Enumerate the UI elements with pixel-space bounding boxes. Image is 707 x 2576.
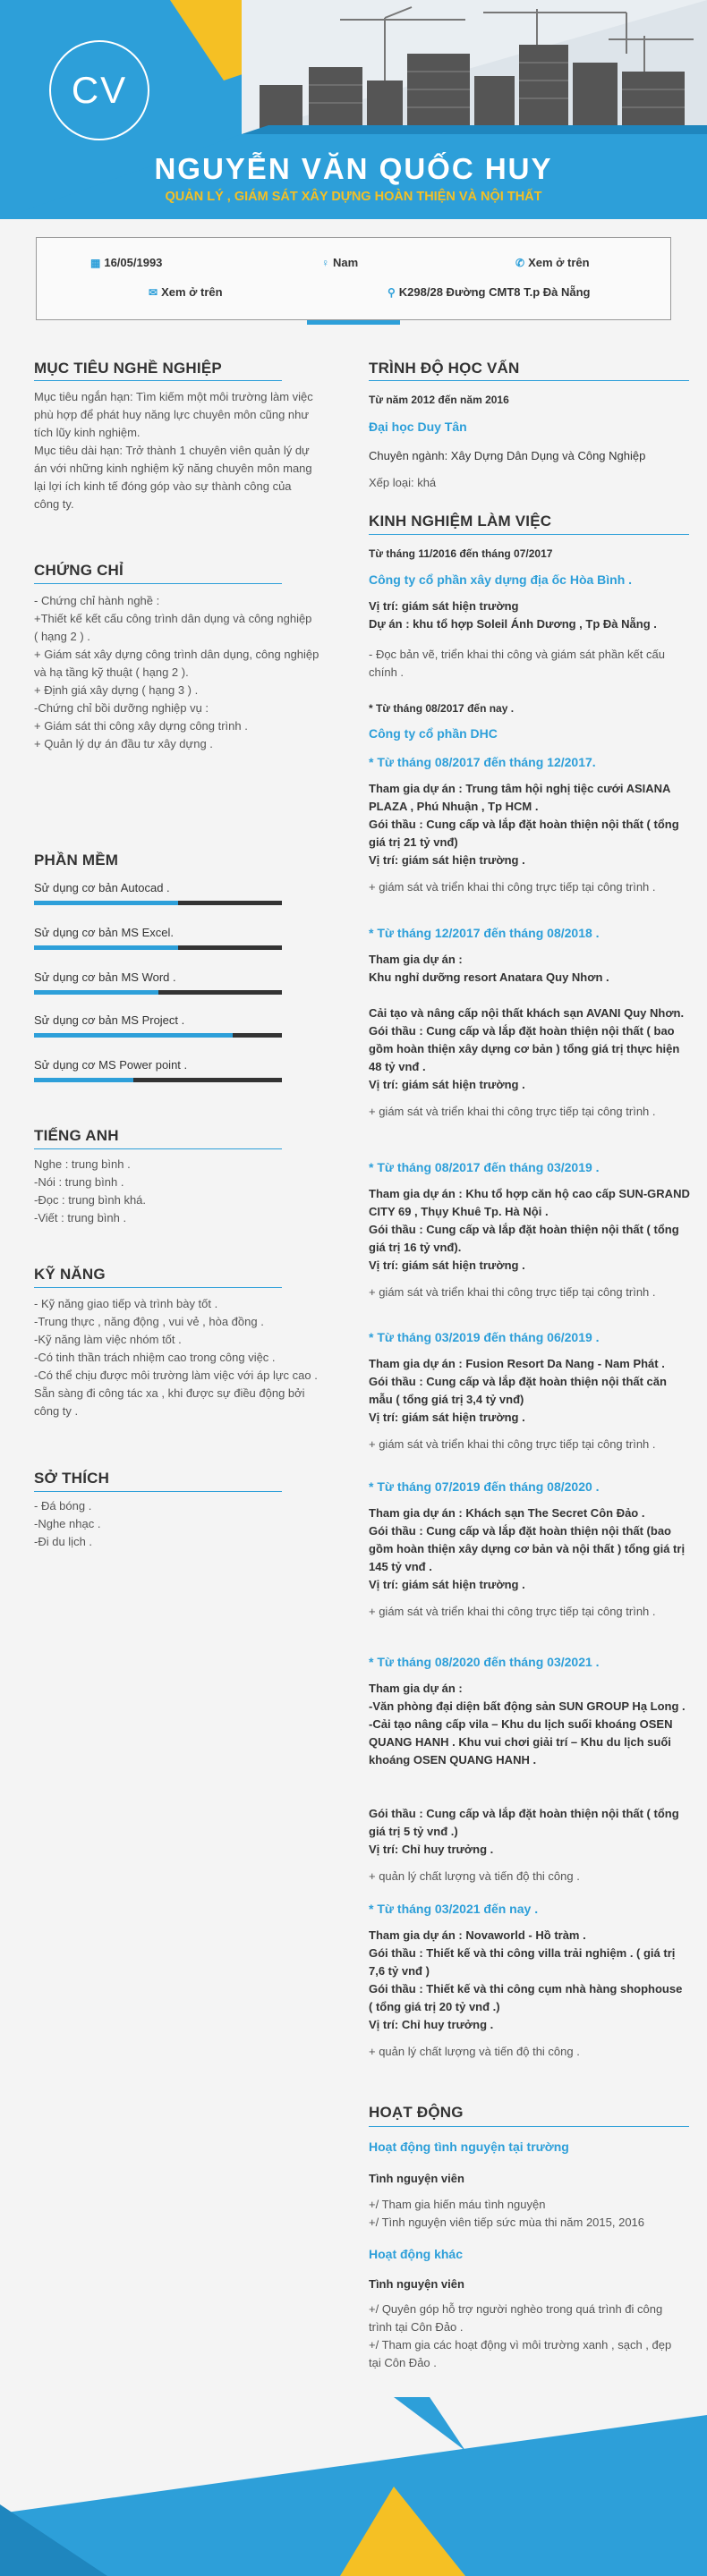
text-line: ( tổng giá trị 20 tỷ vnđ .) bbox=[369, 2000, 500, 2013]
skill-level-fill bbox=[34, 945, 178, 950]
text-line: Vị trí: giám sát hiện trường . bbox=[369, 1578, 525, 1591]
skills-title: KỸ NĂNG bbox=[34, 1266, 106, 1283]
certs-title: CHỨNG CHỈ bbox=[34, 562, 124, 579]
project-period: * Từ tháng 03/2019 đến tháng 06/2019 . bbox=[369, 1330, 600, 1344]
footer-decoration bbox=[0, 2397, 707, 2576]
text-line: -Chứng chỉ bồi dưỡng nghiệp vụ : bbox=[34, 701, 209, 715]
education-period: Từ năm 2012 đến năm 2016 bbox=[369, 394, 509, 406]
skill-level-fill bbox=[34, 901, 178, 905]
text-line: mẫu ( tổng giá trị 3,4 tỷ vnđ) bbox=[369, 1393, 524, 1406]
education-major: Chuyên ngành: Xây Dựng Dân Dụng và Công Nghiệp bbox=[369, 449, 646, 462]
text-line: lại lợi ích kinh tế đóng góp vào sự thành công của bbox=[34, 479, 292, 493]
text-line: 48 tỷ vnđ . bbox=[369, 1060, 426, 1073]
experience-underline bbox=[369, 534, 689, 535]
email-info: ✉ Xem ở trên bbox=[149, 285, 223, 299]
project-details bbox=[369, 1504, 691, 1594]
text-line: -Nói : trung bình . bbox=[34, 1175, 124, 1189]
person-icon: ♀ bbox=[321, 257, 329, 269]
project-details bbox=[369, 1680, 691, 1859]
skills-underline bbox=[34, 1287, 282, 1288]
certs-text bbox=[34, 592, 356, 753]
text-line: Gói thầu : Cung cấp và lắp đặt hoàn thiện nội thất căn bbox=[369, 1375, 667, 1388]
project-details bbox=[369, 1185, 691, 1275]
software-skill bbox=[34, 970, 282, 995]
text-line: Gói thầu : Thiết kế và thi công cụm nhà hàng shophouse bbox=[369, 1982, 683, 1996]
text-line: Tham gia dự án : bbox=[369, 1682, 463, 1695]
text-line: và hạ tầng kỹ thuật ( hạng 2 ). bbox=[34, 665, 189, 679]
text-line: Mục tiêu ngắn hạn: Tìm kiếm một môi trường làm việc bbox=[34, 390, 313, 403]
text-line: Gói thầu : Cung cấp và lắp đặt hoàn thiện nội thất (bao bbox=[369, 1524, 671, 1538]
text-line: - Kỹ năng giao tiếp và trình bày tốt . bbox=[34, 1297, 218, 1310]
text-line: +/ Tham gia hiến máu tình nguyện bbox=[369, 2198, 546, 2211]
project-details bbox=[369, 1355, 691, 1427]
text-line bbox=[369, 1769, 691, 1787]
text-line: khoáng OSEN QUANG HANH . bbox=[369, 1753, 537, 1767]
text-line: - Chứng chỉ hành nghề : bbox=[34, 594, 160, 607]
project-role-note: + quản lý chất lượng và tiến độ thi công . bbox=[369, 2045, 580, 2058]
text-line: Dự án : khu tổ hợp Soleil Ánh Dương , Tp Đà Nẵng . bbox=[369, 617, 657, 631]
text-line: + Quản lý dự án đầu tư xây dựng . bbox=[34, 737, 213, 750]
text-line: phù hợp để phát huy năng lực chuyên môn cũng như bbox=[34, 408, 310, 421]
text-line: Vị trí: giám sát hiện trường . bbox=[369, 1411, 525, 1424]
text-line: Tham gia dự án : bbox=[369, 953, 463, 966]
map-pin-icon: ⚲ bbox=[388, 286, 396, 299]
project-details bbox=[369, 1927, 691, 2034]
text-line: -Trung thực , năng động , vui vẻ , hòa đồng . bbox=[34, 1315, 264, 1328]
objective-text bbox=[34, 388, 356, 513]
project-period: * Từ tháng 08/2017 đến tháng 03/2019 . bbox=[369, 1160, 600, 1174]
skill-level-fill bbox=[34, 1078, 133, 1082]
contact-info-box bbox=[36, 237, 671, 320]
info-accent-bar bbox=[307, 320, 400, 325]
phone-icon: ✆ bbox=[515, 257, 525, 269]
text-line: - Đá bóng . bbox=[34, 1499, 92, 1513]
activity1-text bbox=[369, 2196, 691, 2232]
text-line: trình tại Côn Đảo . bbox=[369, 2320, 464, 2334]
text-line: -Cải tạo nâng cấp vila – Khu du lịch suối khoáng OSEN bbox=[369, 1717, 673, 1731]
text-line: tại Côn Đảo . bbox=[369, 2356, 437, 2369]
text-line: PLAZA , Phú Nhuận , Tp HCM . bbox=[369, 800, 539, 813]
text-line: -Kỹ năng làm việc nhóm tốt . bbox=[34, 1333, 182, 1346]
software-skill-label: Sử dụng cơ MS Power point . bbox=[34, 1058, 188, 1072]
activities-underline bbox=[369, 2126, 689, 2127]
address-info: ⚲ K298/28 Đường CMT8 T.p Đà Nẵng bbox=[388, 285, 591, 299]
hobbies-text bbox=[34, 1497, 356, 1551]
text-line: -Văn phòng đại diện bất động sản SUN GROUP Hạ Long . bbox=[369, 1699, 686, 1713]
text-line: Tham gia dự án : Khách sạn The Secret Côn Đảo . bbox=[369, 1506, 645, 1520]
project-period: * Từ tháng 08/2020 đến tháng 03/2021 . bbox=[369, 1655, 600, 1669]
job1-description bbox=[369, 646, 691, 682]
text-line: chính . bbox=[369, 665, 405, 679]
text-line: Cải tạo và nâng cấp nội thất khách sạn AVANI Quy Nhơn. bbox=[369, 1006, 685, 1020]
text-line: giá trị 16 tỷ vnđ). bbox=[369, 1241, 462, 1254]
objective-underline bbox=[34, 380, 282, 381]
text-line: +/ Quyên góp hỗ trợ người nghèo trong quá trình đi công bbox=[369, 2302, 663, 2316]
english-text bbox=[34, 1156, 356, 1227]
skill-level-fill bbox=[34, 990, 158, 995]
project-role-note: + giám sát và triển khai thi công trực tiếp tại công trình . bbox=[369, 1285, 656, 1299]
activity1-title: Hoạt động tình nguyện tại trường bbox=[369, 2140, 569, 2154]
activity2-role: Tình nguyện viên bbox=[369, 2277, 464, 2291]
software-skill bbox=[34, 1058, 282, 1082]
text-line: công ty. bbox=[34, 497, 74, 511]
project-details bbox=[369, 951, 691, 1094]
project-period: * Từ tháng 03/2021 đến nay . bbox=[369, 1902, 539, 1916]
phone-info: ✆ Xem ở trên bbox=[515, 256, 590, 269]
skill-level-bar bbox=[34, 945, 282, 950]
skills-text bbox=[34, 1295, 356, 1420]
text-line: Vị trí: giám sát hiện trường . bbox=[369, 1258, 525, 1272]
job2-period: * Từ tháng 08/2017 đến nay . bbox=[369, 702, 515, 715]
text-line: +Thiết kế kết cấu công trình dân dụng và công nghiệp bbox=[34, 612, 312, 625]
text-line: -Đi du lịch . bbox=[34, 1535, 93, 1548]
project-period: * Từ tháng 12/2017 đến tháng 08/2018 . bbox=[369, 926, 600, 940]
english-underline bbox=[34, 1148, 282, 1149]
text-line: gồm hoàn thiện xây dựng cơ bản ) tổng giá trị thực hiện bbox=[369, 1042, 680, 1055]
hobbies-title: SỞ THÍCH bbox=[34, 1470, 110, 1487]
text-line: công ty . bbox=[34, 1404, 79, 1418]
text-line: Tham gia dự án : Novaworld - Hồ tràm . bbox=[369, 1928, 586, 1942]
text-line bbox=[369, 987, 691, 1004]
text-line: + Giám sát xây dựng công trình dân dụng, công nghiệp bbox=[34, 648, 319, 661]
text-line: giá trị 21 tỷ vnđ) bbox=[369, 835, 458, 849]
header-banner bbox=[0, 0, 707, 219]
text-line: Gói thầu : Cung cấp và lắp đặt hoàn thiện nội thất ( tổng bbox=[369, 1807, 679, 1820]
job1-period: Từ tháng 11/2016 đến tháng 07/2017 bbox=[369, 547, 553, 560]
software-skill bbox=[34, 926, 282, 950]
job2-company: Công ty cổ phần DHC bbox=[369, 726, 498, 741]
gender-info: ♀ Nam bbox=[321, 256, 359, 269]
candidate-title: QUẢN LÝ , GIÁM SÁT XÂY DỰNG HOÀN THIỆN VÀ NỘI THẤT bbox=[165, 190, 542, 204]
experience-title: KINH NGHIỆM LÀM VIỆC bbox=[369, 513, 552, 530]
text-line: +/ Tình nguyện viên tiếp sức mùa thi năm 2015, 2016 bbox=[369, 2216, 645, 2229]
project-role-note: + giám sát và triển khai thi công trực tiếp tại công trình . bbox=[369, 880, 656, 894]
objective-title: MỤC TIÊU NGHỀ NGHIỆP bbox=[34, 360, 222, 377]
text-line: -Có thể chịu được môi trường làm việc với áp lực cao . bbox=[34, 1368, 318, 1382]
candidate-name: NGUYỄN VĂN QUỐC HUY bbox=[154, 152, 553, 185]
cv-logo-text: CV bbox=[71, 69, 128, 111]
text-line: - Đọc bản vẽ, triển khai thi công và giám sát phần kết cấu bbox=[369, 648, 665, 661]
text-line: Vị trí: giám sát hiện trường . bbox=[369, 1078, 525, 1091]
text-line: Gói thầu : Cung cấp và lắp đặt hoàn thiện nội thất ( tổng bbox=[369, 1223, 679, 1236]
text-line bbox=[369, 1787, 691, 1805]
text-line: 7,6 tỷ vnđ ) bbox=[369, 1964, 430, 1978]
project-period: * Từ tháng 07/2019 đến tháng 08/2020 . bbox=[369, 1479, 600, 1494]
software-skill-label: Sử dụng cơ bản Autocad . bbox=[34, 881, 170, 894]
job1-details bbox=[369, 597, 691, 633]
hobbies-underline bbox=[34, 1491, 282, 1492]
activity2-title: Hoạt động khác bbox=[369, 2247, 464, 2261]
text-line: tích lũy kinh nghiệm. bbox=[34, 426, 141, 439]
text-line: Tham gia dự án : Fusion Resort Da Nang - Nam Phát . bbox=[369, 1357, 665, 1370]
software-skill-label: Sử dụng cơ bản MS Word . bbox=[34, 970, 176, 984]
software-title: PHẦN MỀM bbox=[34, 852, 119, 869]
skill-level-bar bbox=[34, 1078, 282, 1082]
text-line: Vị trí: giám sát hiện trường . bbox=[369, 853, 525, 867]
project-role-note: + quản lý chất lượng và tiến độ thi công . bbox=[369, 1869, 580, 1883]
certs-underline bbox=[34, 583, 282, 584]
education-title: TRÌNH ĐỘ HỌC VẤN bbox=[369, 360, 520, 377]
calendar-icon: ▦ bbox=[90, 257, 101, 269]
text-line: Khu nghỉ dưỡng resort Anatara Quy Nhơn . bbox=[369, 970, 609, 984]
text-line: Tham gia dự án : Khu tổ hợp căn hộ cao cấp SUN-GRAND bbox=[369, 1187, 690, 1200]
skill-level-bar bbox=[34, 1033, 282, 1038]
skill-level-fill bbox=[34, 1033, 233, 1038]
text-line: Vị trí: Chỉ huy trưởng . bbox=[369, 1843, 494, 1856]
software-skill bbox=[34, 881, 282, 905]
education-school: Đại học Duy Tân bbox=[369, 419, 467, 434]
cv-logo bbox=[49, 40, 149, 140]
software-skill bbox=[34, 1013, 282, 1038]
text-line: Gói thầu : Cung cấp và lắp đặt hoàn thiện nội thất ( tổng bbox=[369, 818, 679, 831]
project-role-note: + giám sát và triển khai thi công trực tiếp tại công trình . bbox=[369, 1105, 656, 1118]
education-rank: Xếp loại: khá bbox=[369, 476, 437, 489]
software-skill-label: Sử dụng cơ bản MS Excel. bbox=[34, 926, 174, 939]
text-line: -Viết : trung bình . bbox=[34, 1211, 127, 1224]
software-skill-label: Sử dụng cơ bản MS Project . bbox=[34, 1013, 185, 1027]
project-period: * Từ tháng 08/2017 đến tháng 12/2017. bbox=[369, 755, 596, 769]
text-line: Tham gia dự án : Trung tâm hội nghị tiệc cưới ASIANA bbox=[369, 782, 671, 795]
text-line: Vị trí: giám sát hiện trường bbox=[369, 599, 519, 613]
text-line: Gói thầu : Cung cấp và lắp đặt hoàn thiện nội thất ( bao bbox=[369, 1024, 675, 1038]
text-line: Nghe : trung bình . bbox=[34, 1157, 131, 1171]
text-line: Gói thầu : Thiết kế và thi công villa trải nghiệm . ( giá trị bbox=[369, 1946, 676, 1960]
english-title: TIẾNG ANH bbox=[34, 1127, 119, 1144]
text-line: Mục tiêu dài hạn: Trở thành 1 chuyên viên quản lý dự bbox=[34, 444, 310, 457]
text-line: -Đọc : trung bình khá. bbox=[34, 1193, 147, 1207]
text-line: án với những kinh nghiệm kỹ năng chuyên môn mang bbox=[34, 462, 312, 475]
text-line: + Định giá xây dựng ( hạng 3 ) . bbox=[34, 683, 199, 697]
activity2-text bbox=[369, 2301, 691, 2372]
activities-title: HOẠT ĐỘNG bbox=[369, 2104, 464, 2121]
envelope-icon: ✉ bbox=[149, 286, 158, 299]
skill-level-bar bbox=[34, 990, 282, 995]
text-line: Sẵn sàng đi công tác xa , khi được sự điều động bởi bbox=[34, 1386, 305, 1400]
text-line: -Nghe nhạc . bbox=[34, 1517, 101, 1530]
text-line: Vị trí: Chỉ huy trưởng . bbox=[369, 2018, 494, 2031]
text-line: + Giám sát thi công xây dựng công trình . bbox=[34, 719, 248, 733]
activity1-role: Tình nguyện viên bbox=[369, 2172, 464, 2185]
project-details bbox=[369, 780, 691, 869]
text-line: CITY 69 , Thụy Khuê Tp. Hà Nội . bbox=[369, 1205, 549, 1218]
skill-level-bar bbox=[34, 901, 282, 905]
text-line: +/ Tham gia các hoạt động vì môi trường xanh , sạch , đẹp bbox=[369, 2338, 672, 2351]
text-line: giá trị 5 tỷ vnđ .) bbox=[369, 1825, 458, 1838]
text-line: -Có tinh thần trách nhiệm cao trong công việc . bbox=[34, 1351, 276, 1364]
education-underline bbox=[369, 380, 689, 381]
text-line: gồm hoàn thiện xây dựng cơ bản và nội thất ) tổng giá trị bbox=[369, 1542, 686, 1555]
project-role-note: + giám sát và triển khai thi công trực tiếp tại công trình . bbox=[369, 1437, 656, 1451]
project-role-note: + giám sát và triển khai thi công trực tiếp tại công trình . bbox=[369, 1605, 656, 1618]
text-line: 145 tỷ vnđ . bbox=[369, 1560, 432, 1573]
job1-company: Công ty cổ phần xây dựng địa ốc Hòa Bình . bbox=[369, 572, 633, 587]
text-line: ( hạng 2 ) . bbox=[34, 630, 90, 643]
text-line: QUANG HANH . Khu vui chơi giải trí – Khu du lịch suối bbox=[369, 1735, 671, 1749]
birthday-info: ▦ 16/05/1993 bbox=[90, 256, 163, 269]
